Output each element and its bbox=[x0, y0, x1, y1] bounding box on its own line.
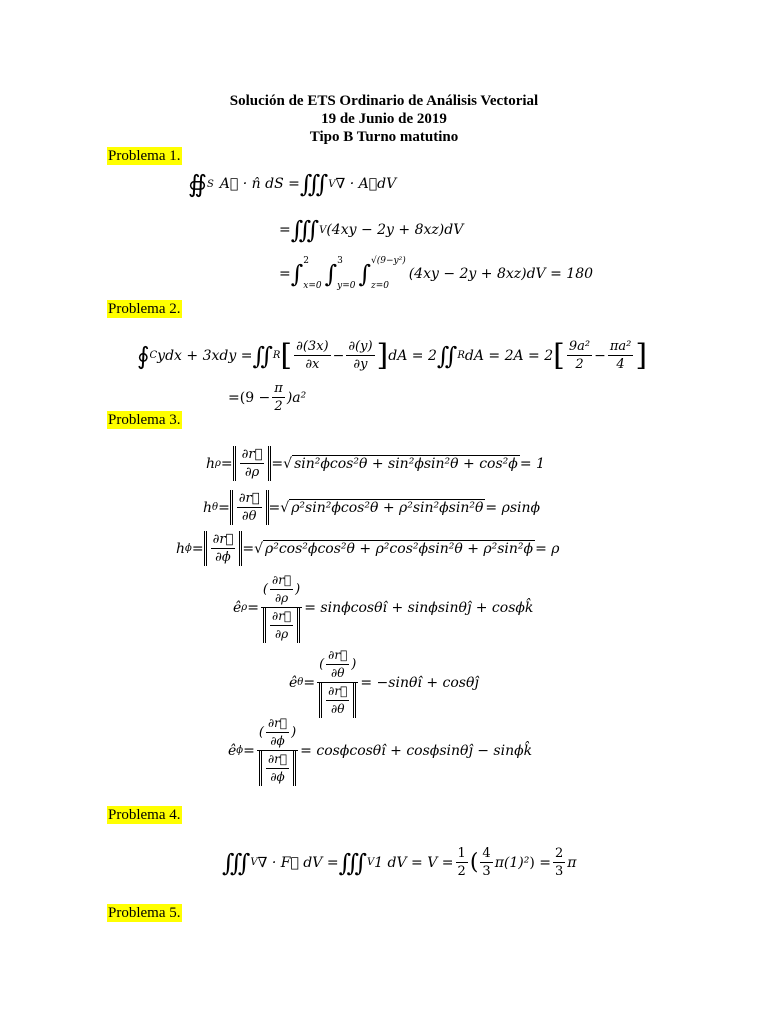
problem-3-label: Problema 3. bbox=[108, 412, 181, 428]
document-subtitle: Tipo B Turno matutino bbox=[309, 129, 459, 145]
p3-h-phi: h ϕ = $\frac{\partial r⃗}{\partial\phi}$ = √ ρ²cos²ϕcos²θ + ρ²cos²ϕsin²θ + ρ²sin²ϕ = ρ bbox=[176, 532, 560, 565]
p4-equation: ∭ V ∇ · F⃗ dV = ∭ V 1 dV = V = $\frac{1}{2}$ ( $\frac{4}{3}$ π(1)² ) = $\frac{2}{3}$ π bbox=[222, 846, 577, 879]
p2-equation-line-2: = (9 − $\frac{\pi}{2}$ )a² bbox=[228, 381, 307, 414]
problem-2-label: Problema 2. bbox=[108, 301, 181, 317]
p3-h-theta: h θ = $\frac{\partial r⃗}{\partial\theta}$ = √ ρ²sin²ϕcos²θ + ρ²sin²ϕsin²θ = ρsinϕ bbox=[203, 491, 541, 524]
problem-1-label: Problema 1. bbox=[108, 148, 181, 164]
problem-4-label: Problema 4. bbox=[108, 807, 181, 823]
p3-h-rho: h ρ = $\frac{\partial r⃗}{\partial\rho}$ = √ sin²ϕcos²θ + sin²ϕsin²θ + cos²ϕ = 1 bbox=[206, 447, 545, 480]
p1-equation-line-2: = ∭ V (4xy − 2y + 8xz)dV bbox=[279, 216, 464, 244]
p1-equation-line-3: = ∫ 2 x=0 ∫ 3 y=0 ∫ √(9−y²) z=0 (4xy − 2y + 8xz)dV = 180 bbox=[279, 256, 594, 291]
p3-e-phi: ê ϕ = ( $\frac{\partial r⃗}{\partial\phi}$ ) $\frac{\partial r⃗}{\partial\phi}$ = cosϕcosθî + cosϕsinθĵ − sinϕk̂ bbox=[228, 716, 533, 784]
document-title: Solución de ETS Ordinario de Análisis Vectorial bbox=[229, 93, 539, 109]
p3-e-theta: ê θ = ( $\frac{\partial r⃗}{\partial\theta}$ ) $\frac{\partial r⃗}{\partial\theta}$ = −sinθî + cosθĵ bbox=[289, 648, 479, 716]
p1-equation-line-1: ∯ S A⃗ · n̂ dS = ∭ V ∇ · A⃗dV bbox=[188, 170, 397, 198]
problem-5-label: Problema 5. bbox=[108, 905, 181, 921]
p3-e-rho: ê ρ = ( $\frac{\partial r⃗}{\partial\rho}$ ) $\frac{\partial r⃗}{\partial\rho}$ = sinϕcosθî + sinϕsinθĵ + cosϕk̂ bbox=[233, 573, 534, 641]
document-date: 19 de Junio de 2019 bbox=[321, 111, 447, 127]
p2-equation-line-1: ∮ C ydx + 3xdy = ∬ R [ $\frac{\partial(3x)}{\partial x}$ − $\frac{\partial(y)}{\partial y}$ ] dA = 2 ∬ R dA = 2A = 2 [ $\frac{\text{9a²}}{2}$ − $\frac{\text{πa²}}{4}$ ] bbox=[137, 337, 648, 373]
